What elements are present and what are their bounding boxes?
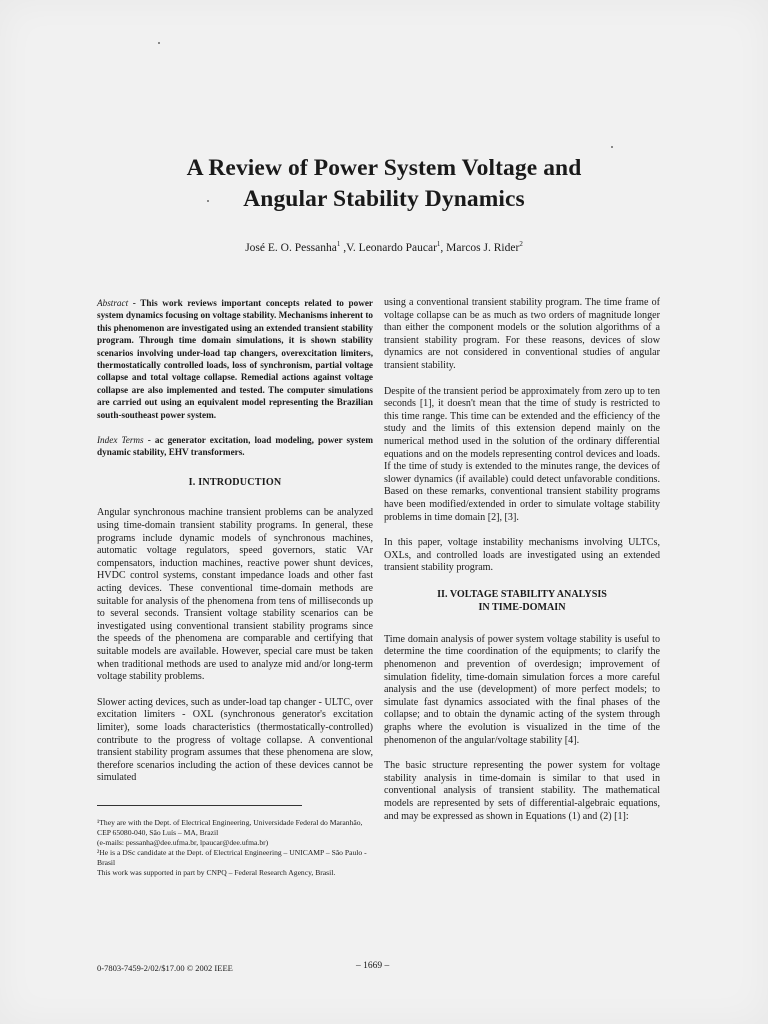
section-2-paragraph-2: The basic structure representing the power system for voltage stability analysis in time-domain is similar to that used in conventional analysis of transient stability. The mathematical models are represented by sets of differential-algebraic equations, and may be expressed as shown in Equations (1) and (2) [1]: [384, 760, 660, 822]
footnote-emails: (e-mails: pessanha@dee.ufma.br, lpaucar@dee.ufma.br) [97, 837, 269, 847]
footnote-rule [97, 805, 302, 806]
intro-paragraph-1: Angular synchronous machine transient problems can be analyzed using time-domain transient stability programs. In general, these programs include dynamic models of synchronous machines, automatic voltage regulators, speed governors, static VAr compensators, induction machines, reactive power shunt devices, HVDC control systems, constant impedance loads and other fast acting devices. These conventional time-domain methods are suitable for analysis of the phenomena from tens of milliseconds up to several seconds. Transient voltage stability scenarios can be investigated using conventional transient stability programs since the speeds of the phenomena are comparable and certifying that suitable models are available. However, special care must be taken when traditional methods are used to analyze mid and/or long-term voltage stability problems. [97, 507, 373, 683]
section-2-paragraph-1: Time domain analysis of power system voltage stability is useful to determine the time coordination of the equipments; to clarify the phenomenon and prevention of overdesign; improvement of simulation fidelity, time-domain simulation forces a more careful analysis and the use (development) of more perfect models; to simulate fast dynamics associated with the final phases of the collapse; and to obtain the dynamic acting of the system through graphs where the evolution is visualized in the time of the phenomenon of the angular/voltage stability [4]. [384, 633, 660, 746]
abstract [97, 297, 373, 421]
scan-speck [207, 200, 209, 202]
author-list [0, 240, 768, 254]
footnote-funding: This work was supported in part by CNPQ – Federal Research Agency, Brasil. [97, 867, 336, 877]
abstract-text: - This work reviews important concepts related to power system dynamics focusing on voltage stability. Mechanisms inherent to this phenomenon are investigated using an extended transient stability program. Through time domain simulations, it is shown stability scenarios involving under-load tap changers, overexcitation limiters, thermostatically controlled loads, loss of synchronism, partial voltage collapse and total voltage collapse. Remedial actions against voltage collapse are also implemented and tested. The computer simulations are carried out using an equivalent model representing the Brazilian south-southeast power system. [97, 298, 373, 420]
scan-speck [158, 42, 160, 44]
abstract-lead: Abstract [97, 298, 129, 308]
section-heading-introduction: I. INTRODUCTION [188, 476, 282, 488]
author-1-affil: 1 [336, 240, 341, 248]
footnote-2: ²He is a DSc candidate at the Dept. of Electrical Engineering – UNICAMP – São Paulo - Brasil [97, 847, 367, 867]
right-paragraph-1: using a conventional transient stability program. The time frame of voltage collapse can be as much as two orders of magnitude longer than either the component models or the solution algorithms of a transient stability program. For these reasons, devices of slow dynamics are not considered in conventional studies of angular transient stability. [384, 297, 660, 371]
author-2-affil: 1 [436, 240, 441, 248]
paper-title [0, 153, 768, 215]
footnotes [97, 818, 373, 878]
index-terms-text: - ac generator excitation, load modeling, power system dynamic stability, EHV transformers. [97, 435, 373, 458]
page-number: – 1669 – [356, 961, 390, 971]
intro-paragraph-2: Slower acting devices, such as under-load tap changer - ULTC, over excitation limiters - OXL (synchronous generator's excitation limiter), some loads characteristics (thermostatically-controlled) contribute to the progress of voltage collapse. A conventional transient stability program assumes that these phenomena are slow, therefore scenarios including the action of these devices cannot be simulated [97, 696, 373, 784]
author-3: , Marcos J. Rider [440, 241, 520, 254]
author-2: ,V. Leonardo Paucar [340, 241, 437, 254]
title-line-2: Angular Stability Dynamics [243, 186, 525, 212]
title-line-1: A Review of Power System Voltage and [186, 155, 582, 181]
section-heading-voltage-stability [384, 588, 660, 614]
author-1: José E. O. Pessanha [245, 241, 337, 254]
footnote-1: ¹They are with the Dept. of Electrical Engineering, Universidade Federal do Maranhão, CEP 65080-040, São Luís – MA, Brazil [97, 817, 363, 837]
scan-speck [611, 146, 613, 148]
index-terms-lead: Index Terms [97, 435, 144, 446]
section-2-heading-line-2: IN TIME-DOMAIN [478, 601, 566, 613]
right-paragraph-2: Despite of the transient period be approximately from zero up to ten seconds [1], it doesn't mean that the time of study is restricted to this time range. This time can be extended and the efficiency of the study and the limits of this extension depend mainly on the numerical method used in the solution of the ordinary differential equations and on the models representing control devices and loads. If the time of study is extended to the minutes range, the devices of slower dynamics (if available) could detect unfavorable conditions. Based on these remarks, conventional transient stability programs have been modified/extended in order to simulate voltage stability problems in time domain [2], [3]. [384, 385, 660, 523]
left-column [97, 297, 373, 878]
right-column [384, 297, 660, 836]
copyright-line: 0-7803-7459-2/02/$17.00 © 2002 IEEE [97, 963, 233, 973]
author-3-affil: 2 [519, 240, 523, 248]
right-paragraph-3: In this paper, voltage instability mechanisms involving ULTCs, OXLs, and controlled loads are investigated using an extended transient stability program. [384, 537, 660, 574]
index-terms [97, 434, 373, 459]
section-2-heading-line-1: II. VOLTAGE STABILITY ANALYSIS [437, 588, 607, 600]
